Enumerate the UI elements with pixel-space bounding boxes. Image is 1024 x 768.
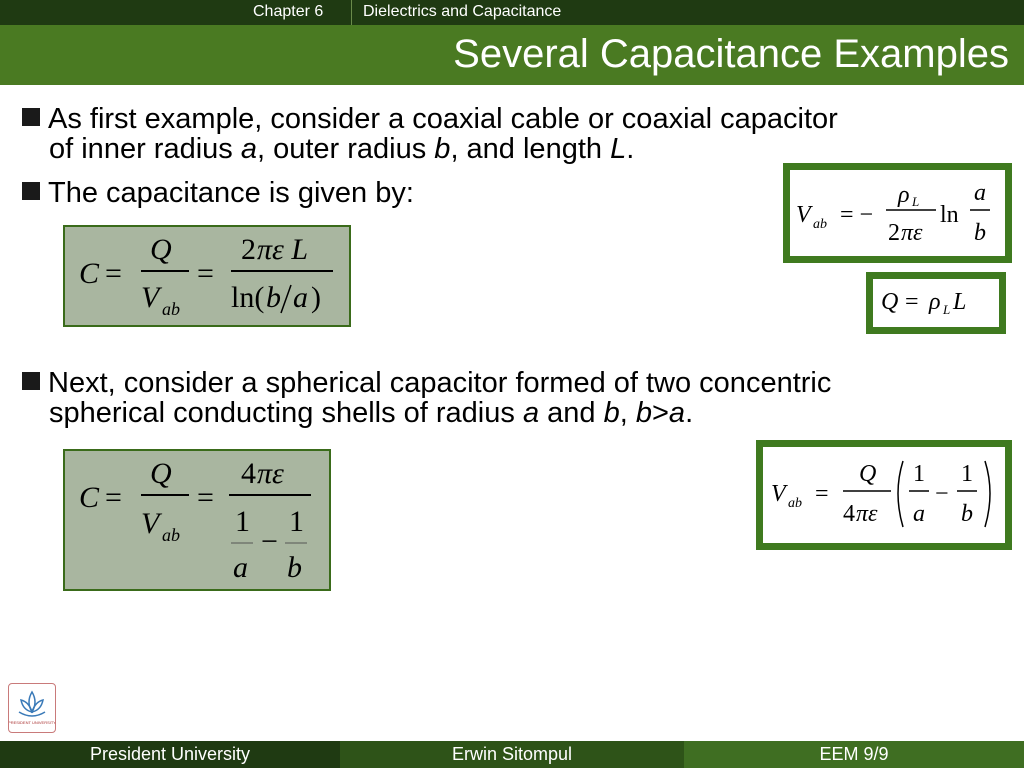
- svg-text:2: 2: [888, 220, 900, 246]
- svg-text:a: a: [233, 551, 248, 584]
- svg-text:Q: Q: [150, 233, 172, 266]
- svg-text:ρ: ρ: [898, 182, 910, 208]
- footer-bar: [0, 741, 1024, 768]
- svg-text:πε: πε: [856, 501, 878, 527]
- topic-label: Dielectrics and Capacitance: [363, 3, 562, 20]
- svg-text:b: b: [287, 551, 302, 584]
- svg-text:b: b: [961, 501, 973, 527]
- svg-text:ln(: ln(: [231, 281, 265, 314]
- bullet-text-line2: spherical conducting shells of radius a and b, b>a.: [49, 397, 694, 429]
- svg-text:V: V: [796, 202, 811, 228]
- svg-text:ρ: ρ: [929, 289, 941, 315]
- sphere-voltage-formula: [763, 447, 1005, 543]
- slide-title: Several Capacitance Examples: [453, 32, 1009, 76]
- bullet-spherical-intro: [22, 368, 831, 428]
- footer-author: Erwin Sitompul: [340, 741, 684, 768]
- svg-text:a: a: [913, 501, 925, 527]
- sphere-capacitance-formula: [65, 451, 329, 589]
- equation-coax-voltage: [783, 163, 1012, 263]
- svg-text:b: b: [974, 220, 986, 246]
- svg-text:1: 1: [961, 461, 973, 487]
- svg-text:Q: Q: [859, 461, 877, 487]
- svg-text:1: 1: [235, 505, 250, 538]
- coax-capacitance-formula: [65, 227, 349, 325]
- coax-charge-formula: [873, 279, 999, 327]
- svg-text:−: −: [261, 525, 278, 558]
- svg-text:C: C: [79, 481, 100, 514]
- svg-text:ln: ln: [940, 202, 959, 228]
- bullet-square-icon: [22, 108, 40, 126]
- bullet-text: Next, consider a spherical capacitor formed of two concentric: [48, 367, 832, 399]
- equation-coax-charge: [866, 272, 1006, 334]
- bullet-square-icon: [22, 182, 40, 200]
- svg-text:V: V: [771, 481, 786, 507]
- svg-text:ab: ab: [162, 525, 180, 545]
- svg-text:=: =: [197, 481, 214, 514]
- equation-sphere-voltage: [756, 440, 1012, 550]
- lotus-logo-icon: [9, 684, 55, 732]
- svg-text:C: C: [79, 257, 100, 290]
- svg-text:πε L: πε L: [257, 233, 309, 266]
- svg-text:PRESIDENT UNIVERSITY: PRESIDENT UNIVERSITY: [9, 720, 55, 725]
- chapter-bar: [0, 0, 1024, 25]
- svg-text:L: L: [912, 194, 920, 209]
- coax-voltage-formula: [790, 170, 1005, 256]
- svg-text:ab: ab: [813, 217, 827, 232]
- chapter-divider: [351, 0, 352, 25]
- title-bar: [0, 25, 1024, 85]
- bullet-coax-intro: [22, 104, 838, 164]
- bullet-text-line2: of inner radius a, outer radius b, and length L.: [49, 133, 635, 165]
- svg-text:): ): [311, 281, 321, 314]
- svg-text:V: V: [141, 281, 160, 314]
- equation-sphere-capacitance: [63, 449, 331, 591]
- footer-page: EEM 9/9: [684, 741, 1024, 768]
- svg-text:=: =: [105, 481, 122, 514]
- svg-text:=: =: [105, 257, 122, 290]
- svg-text:=: =: [815, 481, 829, 507]
- svg-text:1: 1: [289, 505, 304, 538]
- svg-text:πε: πε: [901, 220, 923, 246]
- svg-text:ab: ab: [162, 299, 180, 319]
- svg-text:2: 2: [241, 233, 256, 266]
- svg-text:1: 1: [913, 461, 925, 487]
- svg-text:= −: = −: [840, 202, 874, 228]
- svg-text:Q: Q: [881, 289, 899, 315]
- bullet-capacitance-given: [22, 178, 414, 208]
- chapter-label: Chapter 6: [253, 3, 324, 20]
- svg-text:Q: Q: [150, 457, 172, 490]
- svg-text:−: −: [935, 481, 949, 507]
- svg-text:4: 4: [843, 501, 855, 527]
- equation-coax-capacitance: [63, 225, 351, 327]
- svg-text:=: =: [905, 289, 919, 315]
- svg-text:4: 4: [241, 457, 256, 490]
- svg-text:a: a: [974, 180, 986, 206]
- svg-text:b: b: [266, 281, 281, 314]
- svg-text:ab: ab: [788, 496, 802, 511]
- svg-text:πε: πε: [257, 457, 284, 490]
- svg-text:L: L: [943, 302, 951, 317]
- svg-text:L: L: [953, 289, 967, 315]
- bullet-square-icon: [22, 372, 40, 390]
- svg-text:=: =: [197, 257, 214, 290]
- university-logo: [8, 683, 56, 733]
- svg-text:V: V: [141, 507, 160, 540]
- footer-institution: President University: [0, 741, 340, 768]
- bullet-text: As first example, consider a coaxial cable or coaxial capacitor: [48, 103, 838, 135]
- bullet-text: The capacitance is given by:: [48, 177, 414, 209]
- svg-text:a: a: [293, 281, 308, 314]
